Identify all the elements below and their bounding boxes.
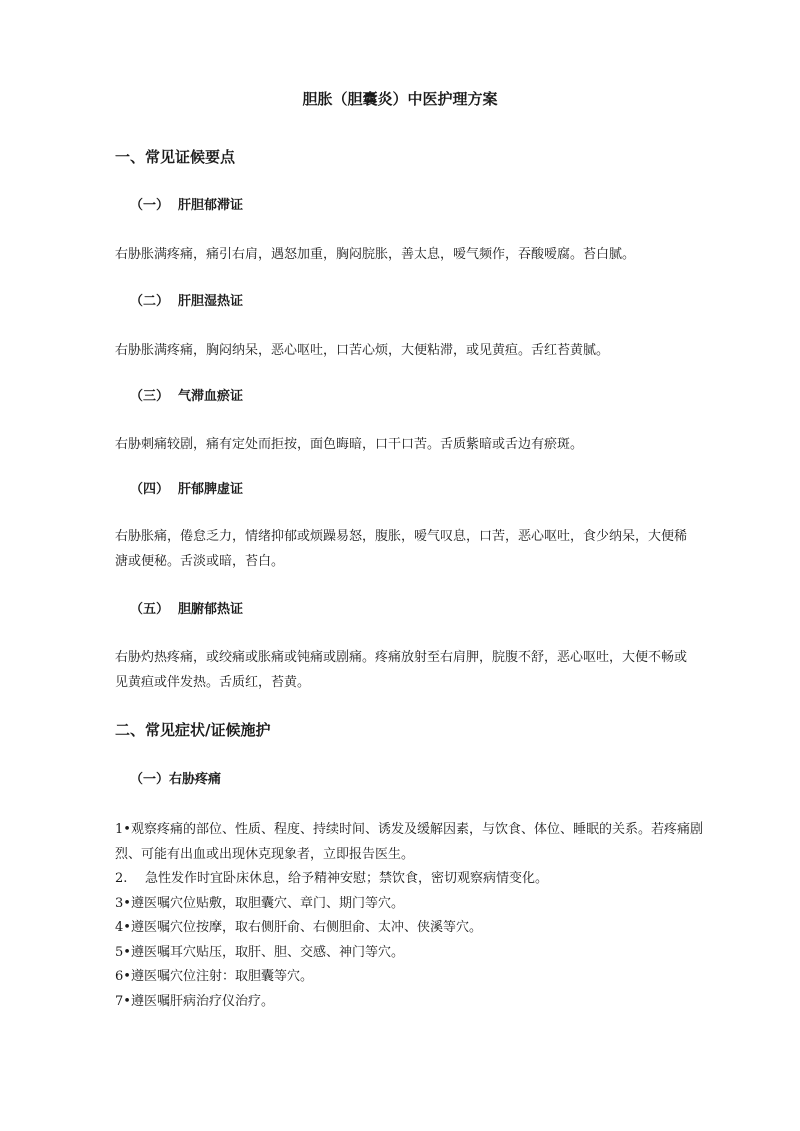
section-heading-1: 一、常见证候要点	[115, 148, 236, 166]
syndrome-name: 胆腑郁热证	[178, 602, 244, 617]
list-item: 5•遵医嘱耳穴贴压，取肝、胆、交感、神门等穴。	[115, 944, 404, 960]
list-item-text: 急性发作时宜卧床休息，给予精神安慰；禁饮食，密切观察病情变化。	[145, 871, 549, 886]
list-item: 4•遵医嘱穴位按摩，取右侧肝俞、右侧胆俞、太冲、侠溪等穴。	[115, 920, 482, 935]
syndrome-heading-4	[130, 478, 243, 497]
syndrome-number: （一）	[130, 198, 170, 213]
syndrome-heading-5	[130, 598, 243, 617]
syndrome-description-2: 右胁胀满疼痛，胸闷纳呆，恶心呕吐，口苦心烦，大便粘滞，或见黄疸。舌红苔黄腻。	[115, 343, 610, 358]
syndrome-number: （二）	[130, 294, 170, 309]
syndrome-description-5: 右胁灼热疼痛，或绞痛或胀痛或钝痛或剧痛。疼痛放射至右肩胛，脘腹不舒，恶心呕吐，大便不畅或见黄疸或伴发热。舌质红，苔黄。	[115, 650, 688, 690]
syndrome-name: 肝胆湿热证	[178, 294, 244, 309]
syndrome-name: 肝胆郁滞证	[178, 198, 244, 213]
syndrome-number: （三）	[130, 389, 170, 404]
section-heading-2: 二、常见症状/证候施护	[115, 721, 271, 739]
syndrome-heading-3	[130, 385, 243, 404]
document-title: 胆胀（胆囊炎）中医护理方案	[302, 90, 498, 108]
list-item: 3•遵医嘱穴位贴敷，取胆囊穴、章门、期门等穴。	[115, 895, 404, 911]
list-item-number: 2.	[115, 871, 128, 886]
syndrome-heading-1	[130, 194, 243, 213]
list-item: 6•遵医嘱穴位注射：取胆囊等穴。	[115, 969, 313, 984]
nursing-measures-list	[115, 818, 705, 1014]
list-item: 1•观察疼痛的部位、性质、程度、持续时间、诱发及缓解因素，与饮食、体位、睡眠的关系。若疼痛剧烈、可能有出血或出现休克现象者，立即报告医生。	[115, 822, 703, 862]
syndrome-name: 气滞血瘀证	[178, 389, 244, 404]
syndrome-name: 肝郁脾虚证	[178, 482, 244, 497]
syndrome-number: （四）	[130, 482, 170, 497]
syndrome-description-4: 右胁胀痛，倦怠乏力，情绪抑郁或烦躁易怒，腹胀，嗳气叹息，口苦，恶心呕吐，食少纳呆，大便稀溏或便秘。舌淡或暗，苔白。	[115, 529, 688, 569]
symptom-heading-1: （一）右胁疼痛	[130, 772, 222, 787]
syndrome-description-1: 右胁胀满疼痛，痛引右肩，遇怒加重，胸闷脘胀，善太息，嗳气频作，吞酸嗳腐。苔白腻。	[115, 247, 636, 262]
list-item: 7•遵医嘱肝病治疗仪治疗。	[115, 993, 274, 1009]
list-item	[115, 867, 705, 892]
syndrome-description-3: 右胁刺痛较剧，痛有定处而拒按，面色晦暗，口干口苦。舌质紫暗或舌边有瘀斑。	[115, 437, 584, 452]
syndrome-number: （五）	[130, 602, 170, 617]
syndrome-heading-2	[130, 290, 243, 309]
